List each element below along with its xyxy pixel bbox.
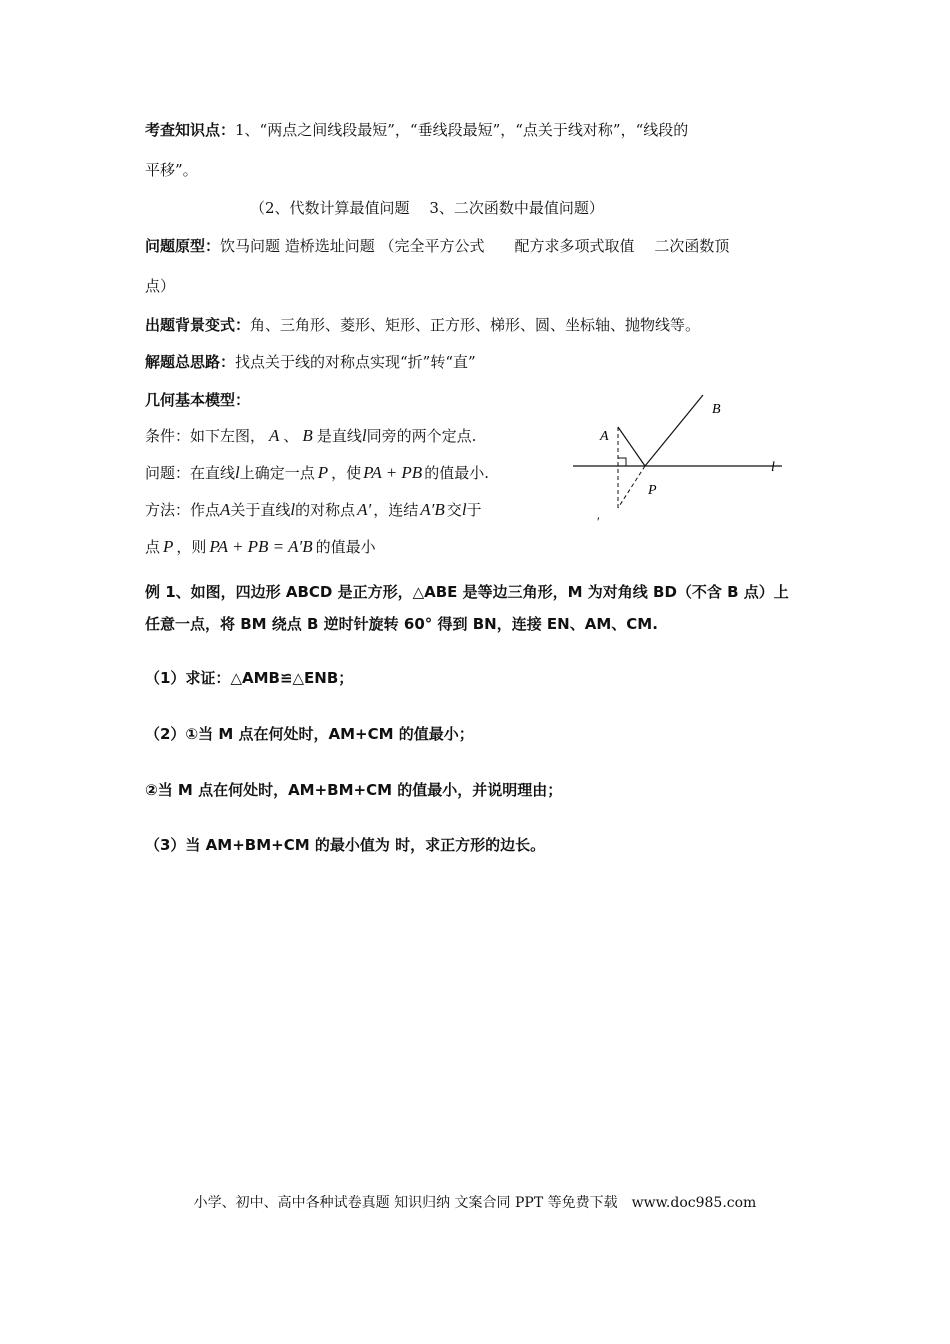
- label-P: P: [648, 483, 657, 498]
- model-conclusion: 点 P ，则 PA + PB = A′B 的值最小: [145, 537, 376, 556]
- label-A-prime: ′: [597, 514, 600, 529]
- right-angle-mark: [618, 458, 626, 466]
- segment-AP: [618, 427, 645, 466]
- label-l: l: [771, 460, 775, 475]
- model-question: 问题：在直线l上确定一点 P ，使 PA + PB 的值最小.: [145, 463, 489, 482]
- label-A: A: [600, 429, 609, 444]
- segment-PB: [645, 395, 703, 466]
- example-question-2b: ②当 M 点在何处时，AM+BM+CM 的值最小，并说明理由；: [145, 781, 563, 799]
- prototype-label: 问题原型：: [145, 237, 221, 255]
- knowledge-text-3: （2、代数计算最值问题 3、二次函数中最值问题）: [250, 199, 604, 217]
- example-line-2: 任意一点，将 BM 绕点 B 逆时针旋转 60° 得到 BN，连接 EN、AM、CM.: [145, 615, 658, 633]
- approach-line: [145, 352, 476, 372]
- variants-text: 角、三角形、菱形、矩形、正方形、梯形、圆、坐标轴、抛物线等。: [250, 316, 701, 334]
- variants-label: 出题背景变式：: [145, 316, 251, 334]
- variants-line: [145, 315, 700, 335]
- approach-text: 找点关于线的对称点实现“折”转“直”: [235, 353, 476, 371]
- segment-PA-prime: [618, 466, 645, 508]
- model-condition: 条件：如下左图， A 、 B 是直线l同旁的两个定点.: [145, 426, 477, 445]
- knowledge-text-2: 平移”。: [145, 161, 198, 179]
- page-footer: 小学、初中、高中各种试卷真题 知识归纳 文案合同 PPT 等免费下载 www.doc985.com: [193, 1195, 757, 1211]
- approach-label: 解题总思路：: [145, 353, 236, 371]
- example-question-3: （3）当 AM+BM+CM 的最小值为 时，求正方形的边长。: [145, 836, 546, 854]
- model-heading: 几何基本模型：: [145, 391, 251, 409]
- reflection-diagram: [565, 390, 795, 540]
- label-B: B: [712, 402, 721, 417]
- knowledge-label: 考查知识点：: [145, 121, 236, 139]
- prototype-text-2: 点）: [145, 277, 176, 295]
- model-method: 方法：作点A关于直线l的对称点 A′ ，连结 A′B 交l于: [145, 500, 482, 519]
- prototype-text-1: 饮马问题 造桥选址问题 （完全平方公式 配方求多项式取值 二次函数顶: [220, 237, 730, 255]
- example-line-1: 例 1、如图，四边形 ABCD 是正方形，△ABE 是等边三角形，M 为对角线 BD（不含 B 点）上: [145, 583, 789, 601]
- knowledge-text-1: 1、“两点之间线段最短”，“垂线段最短”，“点关于线对称”，“线段的: [235, 121, 689, 139]
- knowledge-line-1: [145, 120, 688, 140]
- example-question-1: （1）求证：△AMB≌△ENB；: [145, 669, 354, 687]
- prototype-line-1: [145, 236, 729, 256]
- example-question-2: （2）①当 M 点在何处时，AM+CM 的值最小；: [145, 725, 474, 743]
